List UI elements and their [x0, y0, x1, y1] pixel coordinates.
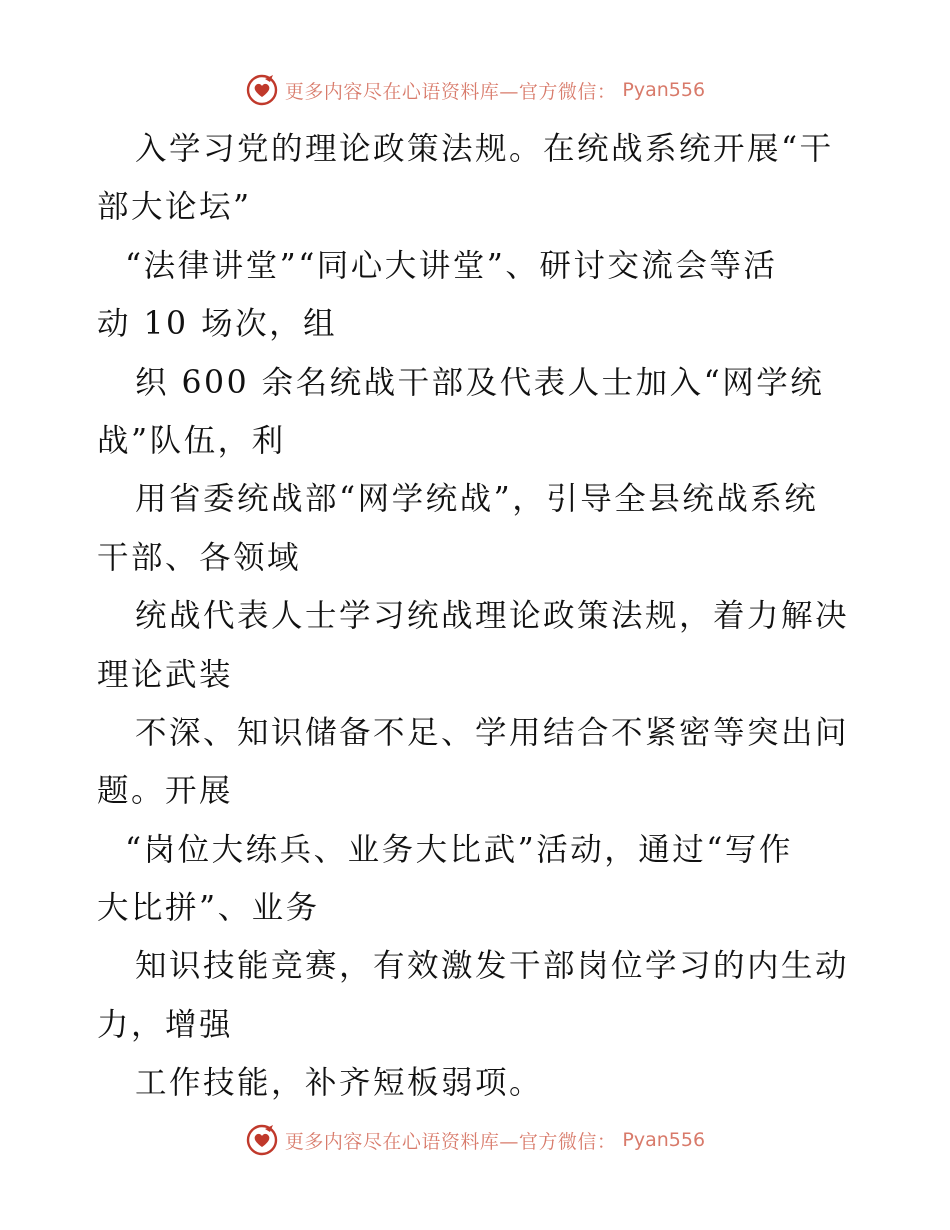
header-watermark	[0, 70, 950, 110]
text-line: 战”队伍，利	[97, 422, 286, 459]
text-line: “岗位大练兵、业务大比武”活动，通过“写作	[125, 831, 793, 868]
heart-pen-logo-icon	[245, 73, 279, 107]
text-line: 理论武装	[97, 656, 234, 693]
text-line: 入学习党的理论政策法规。在统战系统开展“干	[135, 131, 834, 167]
text-line: 动 10 场次，组	[97, 306, 338, 343]
text-line: 题。开展	[97, 773, 234, 810]
text-line: 不深、知识储备不足、学用结合不紧密等突出问	[135, 714, 850, 751]
text-line: 大比拼”、业务	[97, 890, 320, 927]
text-line: 工作技能，补齐短板弱项。	[135, 1065, 544, 1102]
footer-watermark	[0, 1120, 950, 1160]
text-line: 干部、各领域	[97, 539, 302, 576]
text-line: 知识技能竞赛，有效激发干部岗位学习的内生动	[135, 948, 850, 985]
text-line: 力，增强	[97, 1006, 234, 1043]
text-line: 部大论坛”	[97, 189, 252, 226]
document-body	[97, 120, 857, 1113]
watermark-text: 更多内容尽在心语资料库—官方微信：	[284, 80, 617, 103]
text-line: 用省委统战部“网学统战”，引导全县统战系统	[135, 481, 819, 518]
text-line: 统战代表人士学习统战理论政策法规，着力解决	[135, 598, 850, 635]
text-line: 织 600 余名统战干部及代表人士加入“网学统	[135, 364, 825, 401]
watermark-handle: Pyan556	[622, 79, 706, 101]
watermark-handle: Pyan556	[622, 1129, 706, 1151]
text-line: “法律讲堂”“同心大讲堂”、研讨交流会等活	[125, 247, 778, 284]
heart-pen-logo-icon	[245, 1123, 279, 1157]
watermark-text: 更多内容尽在心语资料库—官方微信：	[284, 1130, 617, 1153]
